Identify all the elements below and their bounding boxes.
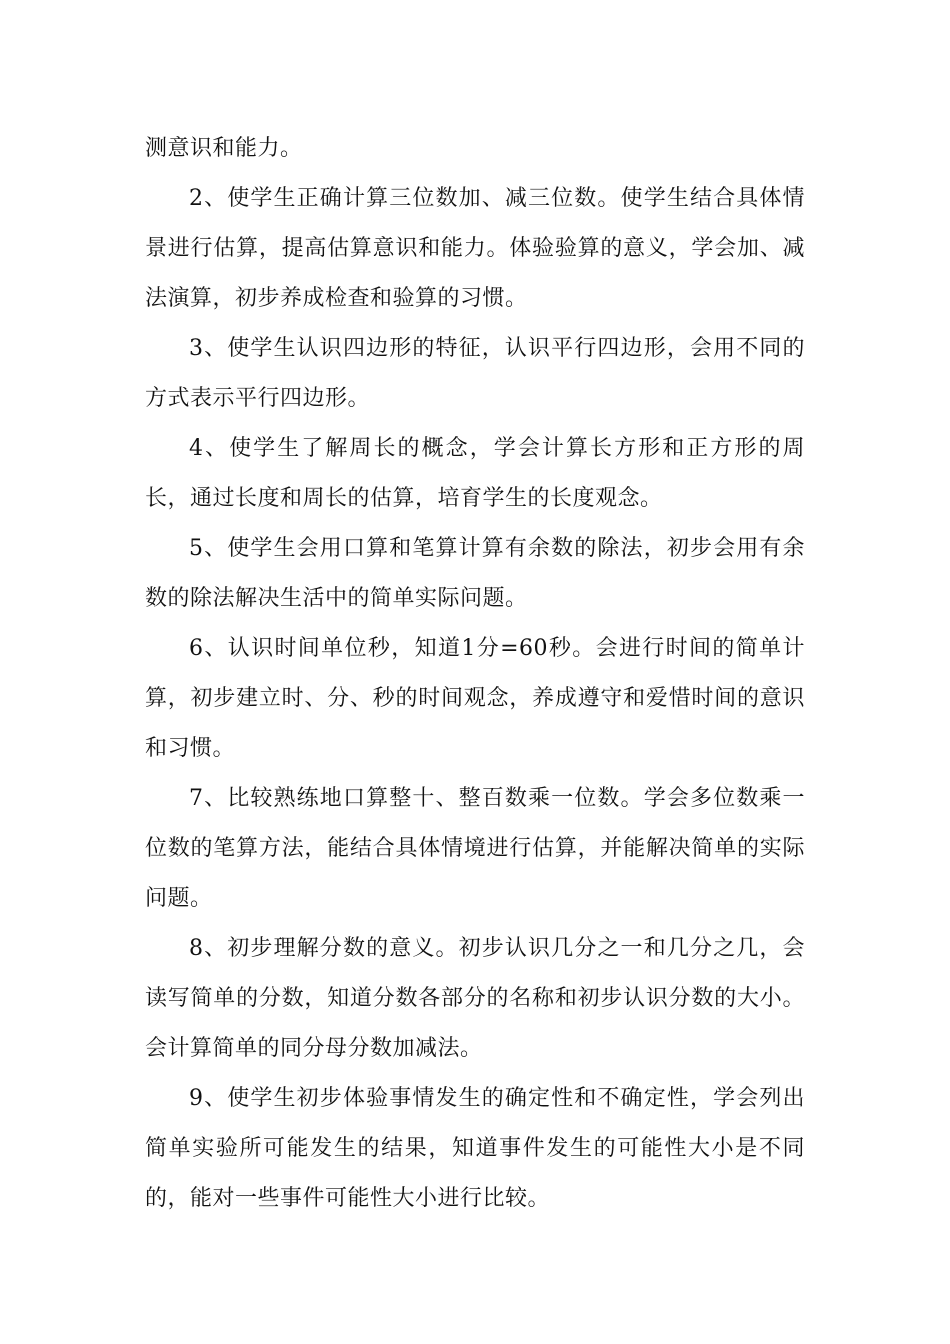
paragraph-item-9: 9、使学生初步体验事情发生的确定性和不确定性，学会列出简单实验所可能发生的结果，知道事件发生的可能性大小是不同的，能对一些事件可能性大小进行比较。 — [145, 1086, 805, 1211]
paragraph-item-6: 6、认识时间单位秒，知道1分=60秒。会进行时间的简单计算，初步建立时、分、秒的时间观念，养成遵守和爱惜时间的意识和习惯。 — [145, 636, 805, 761]
paragraph-item-4: 4、使学生了解周长的概念，学会计算长方形和正方形的周长，通过长度和周长的估算，培育学生的长度观念。 — [145, 436, 805, 511]
paragraph-item-7: 7、比较熟练地口算整十、整百数乘一位数。学会多位数乘一位数的笔算方法，能结合具体情境进行估算，并能解决简单的实际问题。 — [145, 786, 805, 911]
paragraph-item-5: 5、使学生会用口算和笔算计算有余数的除法，初步会用有余数的除法解决生活中的简单实际问题。 — [145, 536, 805, 611]
paragraph-item-8: 8、初步理解分数的意义。初步认识几分之一和几分之几，会读写简单的分数，知道分数各部分的名称和初步认识分数的大小。会计算简单的同分母分数加减法。 — [145, 936, 805, 1061]
paragraph-item-3: 3、使学生认识四边形的特征，认识平行四边形，会用不同的方式表示平行四边形。 — [145, 336, 805, 411]
paragraph-item-2: 2、使学生正确计算三位数加、减三位数。使学生结合具体情景进行估算，提高估算意识和能力。体验验算的意义，学会加、减法演算，初步养成检查和验算的习惯。 — [145, 186, 805, 311]
document-body — [145, 124, 805, 1224]
paragraph-continuation: 测意识和能力。 — [145, 136, 303, 161]
